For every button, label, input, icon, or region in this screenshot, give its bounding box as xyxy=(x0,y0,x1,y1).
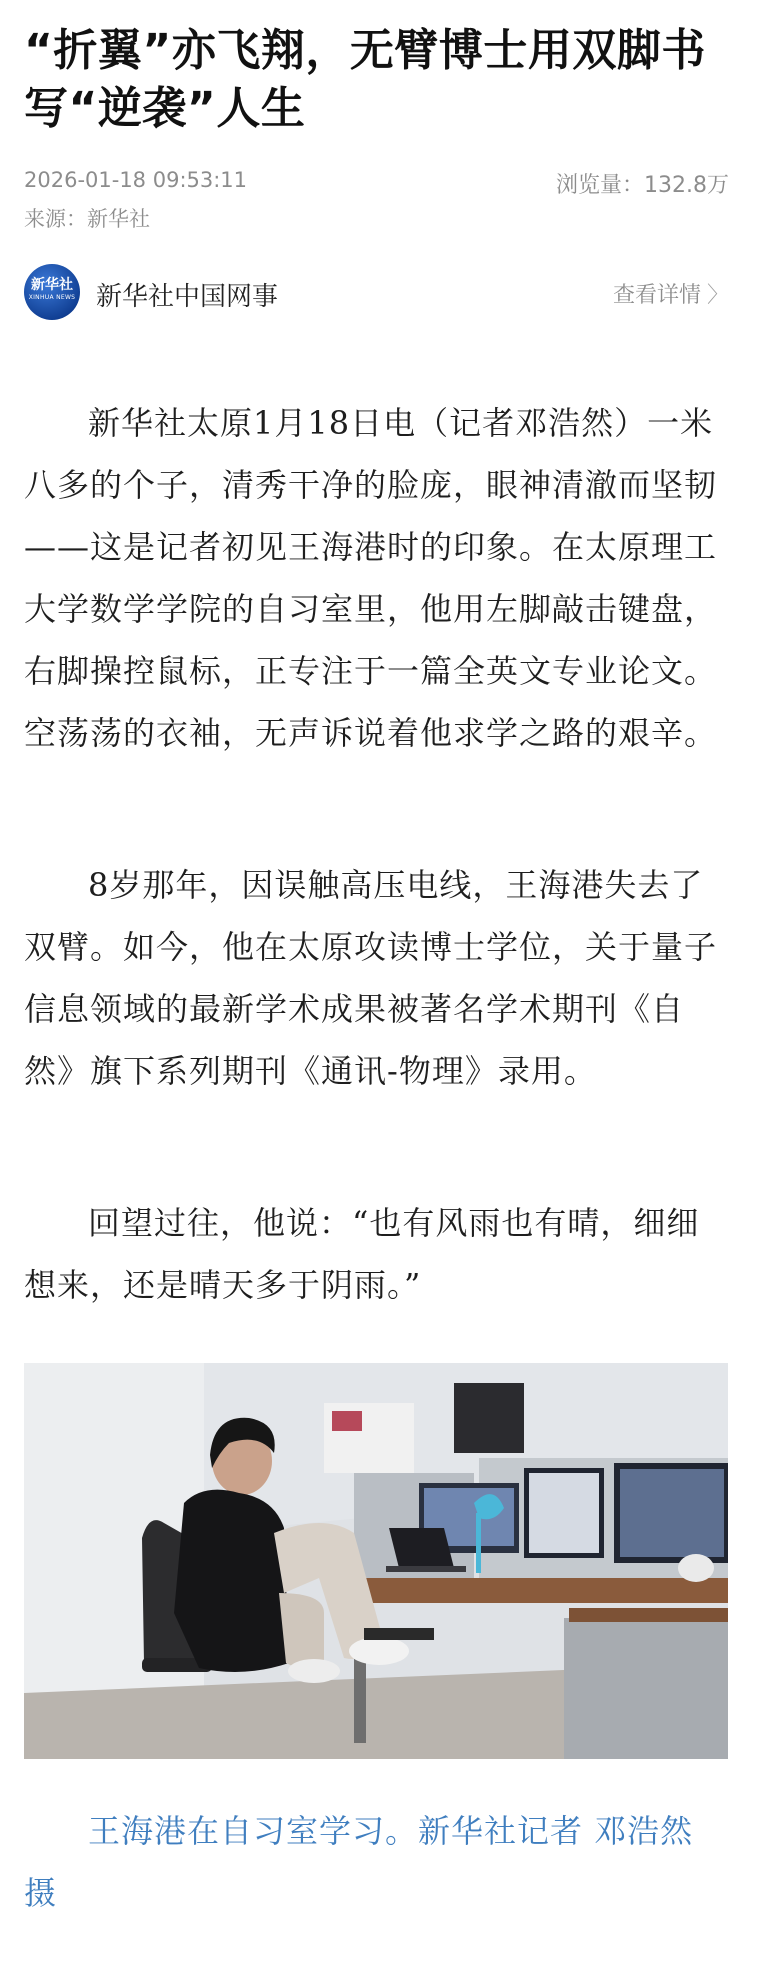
article-paragraph-1: 新华社太原1月18日电（记者邓浩然）一米八多的个子，清秀干净的脸庞，眼神清澈而坚韧——这是记者初见王海港时的印象。在太原理工大学数学学院的自习室里，他用左脚敲击键盘，右脚操控鼠标，正专注于一篇全英文专业论文。空荡荡的衣袖，无声诉说着他求学之路的艰辛。 xyxy=(24,404,718,752)
article-photo[interactable] xyxy=(24,1363,728,1759)
publisher-row xyxy=(24,262,729,322)
article-source: 来源：新华社 xyxy=(24,207,150,231)
logo-text: 新华社 xyxy=(31,277,73,293)
publisher-name[interactable]: 新华社中国网事 xyxy=(96,282,279,312)
view-details-link[interactable] xyxy=(613,278,729,309)
photo-caption: 王海港在自习室学习。新华社记者 邓浩然 摄 xyxy=(24,1812,694,1912)
article-paragraph-2: 8岁那年，因误触高压电线，王海港失去了双臂。如今，他在太原攻读博士学位，关于量子信息领域的最新学术成果被著名学术期刊《自然》旗下系列期刊《通讯-物理》录用。 xyxy=(24,866,718,1090)
chevron-right-icon: 〉 xyxy=(706,283,729,308)
view-count: 浏览量：132.8万 xyxy=(556,173,729,198)
article-paragraph-3: 回望过往，他说：“也有风雨也有晴，细细想来，还是晴天多于阴雨。” xyxy=(24,1204,700,1304)
publish-time: 2026-01-18 09:53:11 xyxy=(24,168,248,192)
view-details-label: 查看详情 xyxy=(612,283,701,308)
logo-subtext: XINHUA NEWS xyxy=(28,294,76,301)
xinhua-logo-icon[interactable] xyxy=(24,264,80,320)
article-title: “折翼”亦飞翔，无臂博士用双脚书写“逆袭”人生 xyxy=(24,25,706,134)
